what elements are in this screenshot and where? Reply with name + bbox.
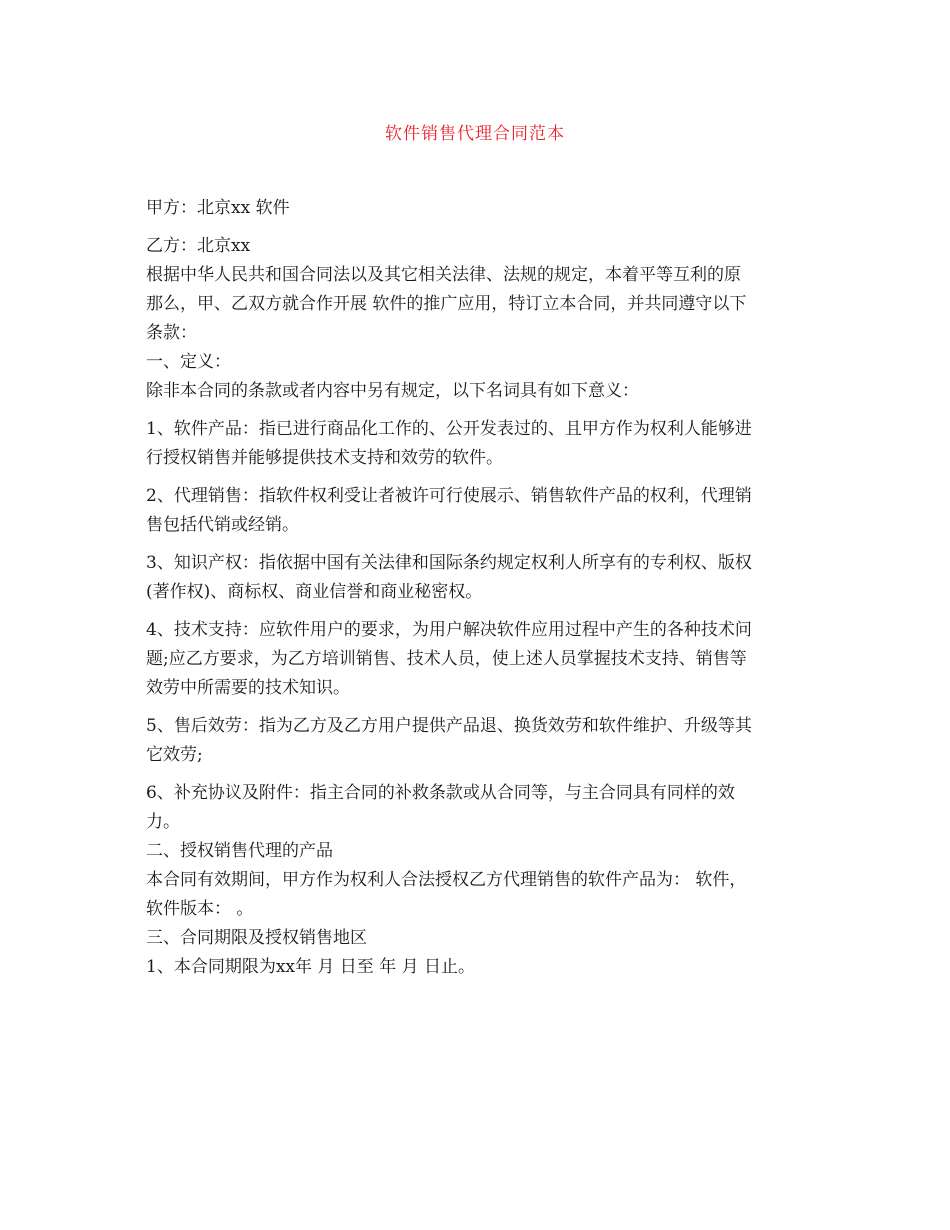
party-a-line: 甲方：北京xx 软件 — [146, 198, 290, 218]
definition-4-line-1: 4、技术支持：应软件用户的要求，为用户解决软件应用过程中产生的各种技术问 — [146, 620, 752, 640]
definition-2-line-1: 2、代理销售：指软件权利受让者被许可行使展示、销售软件产品的权利，代理销 — [146, 486, 752, 506]
definition-5-line-1: 5、售后效劳：指为乙方及乙方用户提供产品退、换货效劳和软件维护、升级等其 — [146, 716, 752, 736]
definition-6-line-2: 力。 — [146, 812, 180, 832]
products-line-2: 软件版本： 。 — [146, 899, 254, 919]
products-line-1: 本合同有效期间，甲方作为权利人合法授权乙方代理销售的软件产品为： 软件， — [146, 870, 747, 890]
definition-6-line-1: 6、补充协议及附件：指主合同的补救条款或从合同等，与主合同具有同样的效 — [146, 783, 735, 803]
definition-2-line-2: 售包括代销或经销。 — [146, 515, 299, 535]
document-body — [146, 194, 812, 982]
section-heading-products: 二、授权销售代理的产品 — [146, 841, 333, 861]
definition-5-line-2: 它效劳; — [146, 745, 203, 765]
definition-1-line-1: 1、软件产品：指已进行商品化工作的、公开发表过的、且甲方作为权利人能够进 — [146, 419, 752, 439]
preamble-line-1: 根据中华人民共和国合同法以及其它相关法律、法规的规定，本着平等互利的原 — [146, 265, 741, 285]
preamble-line-2: 那么，甲、乙双方就合作开展 软件的推广应用，特订立本合同，并共同遵守以下 — [146, 294, 747, 314]
definitions-intro: 除非本合同的条款或者内容中另有规定，以下名词具有如下意义： — [146, 381, 639, 401]
definition-4-line-2: 题;应乙方要求，为乙方培训销售、技术人员，使上述人员掌握技术支持、销售等 — [146, 649, 747, 669]
party-b-line: 乙方：北京xx — [146, 236, 251, 256]
definition-3-line-2: (著作权)、商标权、商业信誉和商业秘密权。 — [146, 582, 483, 602]
definition-4-line-3: 效劳中所需要的技术知识。 — [146, 678, 350, 698]
term-clause-1: 1、本合同期限为xx年 月 日至 年 月 日止。 — [146, 957, 476, 977]
preamble-line-3: 条款： — [146, 323, 197, 343]
section-heading-term-region: 三、合同期限及授权销售地区 — [146, 928, 367, 948]
section-heading-definitions: 一、定义： — [146, 352, 231, 372]
definition-1-line-2: 行授权销售并能够提供技术支持和效劳的软件。 — [146, 448, 503, 468]
definition-3-line-1: 3、知识产权：指依据中国有关法律和国际条约规定权利人所享有的专利权、版权 — [146, 553, 752, 573]
document-title: 软件销售代理合同范本 — [385, 124, 565, 144]
